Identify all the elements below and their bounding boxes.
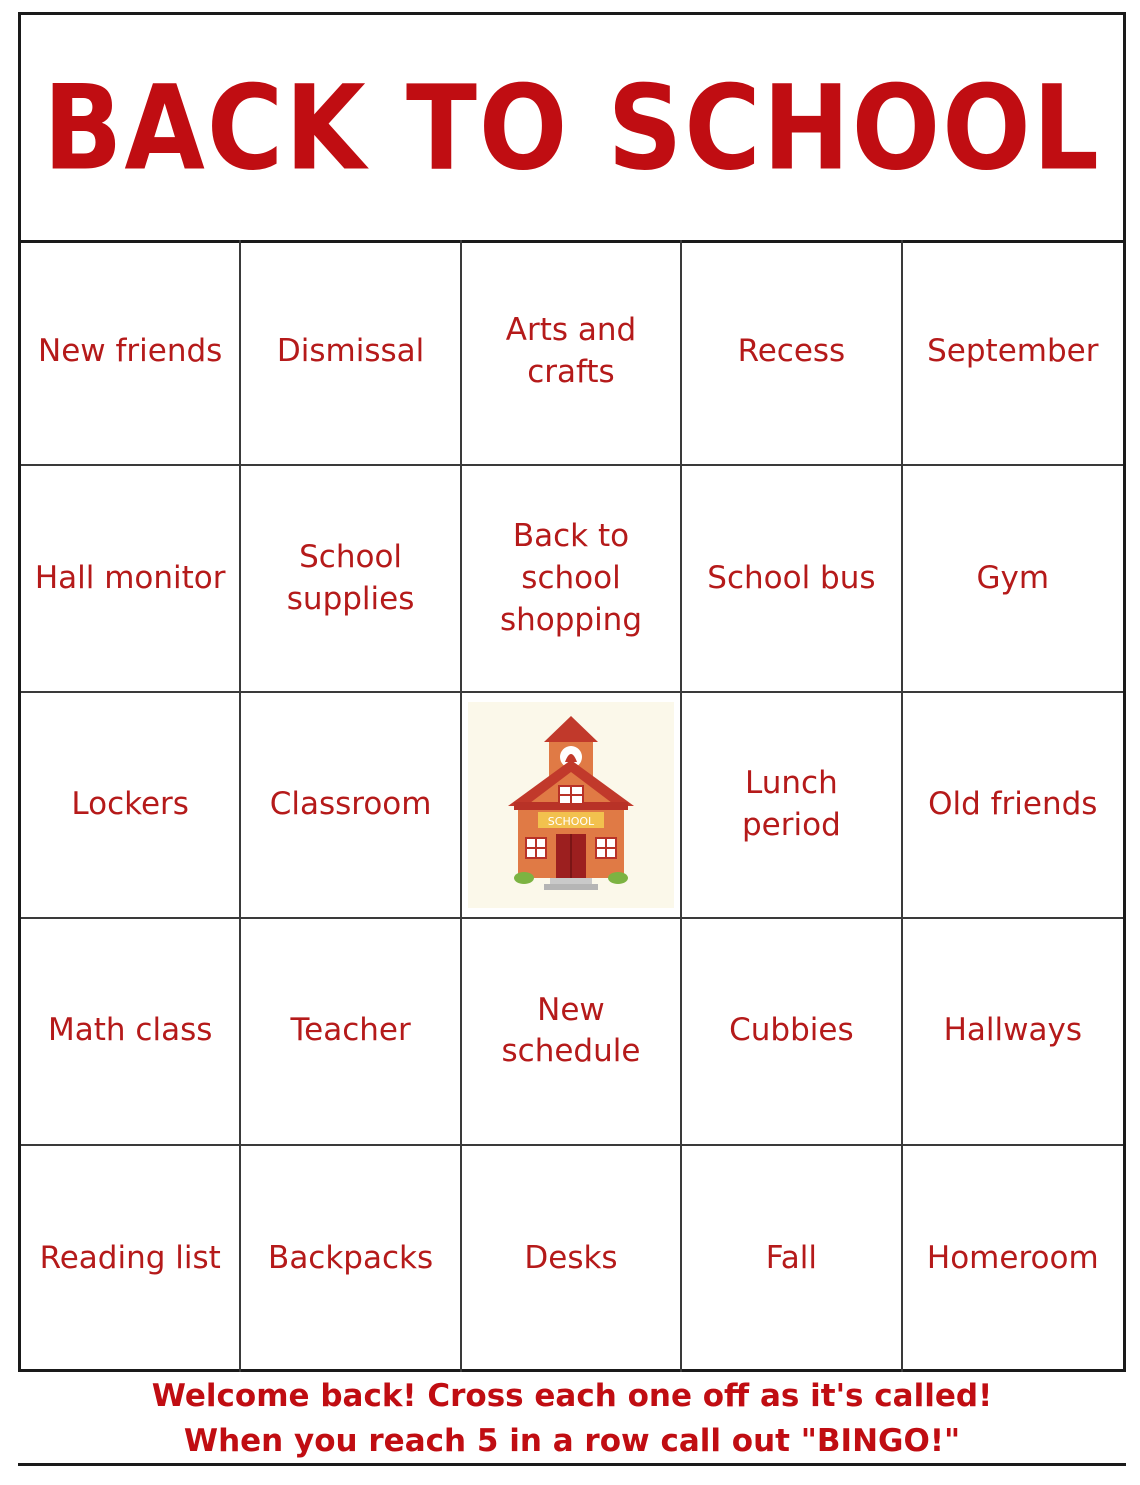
bingo-cell[interactable]	[241, 693, 461, 919]
title-banner	[21, 15, 1123, 243]
bingo-cell[interactable]	[903, 240, 1123, 466]
cell-label: New schedule	[501, 991, 641, 1070]
cell-label: Lunch period	[742, 765, 841, 843]
cell-label: School supplies	[286, 538, 415, 617]
instructions-line-1: Welcome back! Cross each one off as it's called!	[151, 1378, 993, 1414]
bingo-cell[interactable]	[241, 466, 461, 692]
cell-label: School bus	[707, 559, 876, 596]
bingo-cell[interactable]	[462, 466, 682, 692]
bingo-cell[interactable]	[462, 919, 682, 1145]
bingo-grid	[21, 240, 1123, 1372]
bingo-cell[interactable]	[241, 919, 461, 1145]
cell-label: Arts and crafts	[505, 312, 637, 391]
bingo-cell[interactable]	[682, 466, 902, 692]
school-sign-text: SCHOOL	[547, 814, 595, 828]
bingo-cell[interactable]	[903, 466, 1123, 692]
cell-label: Classroom	[269, 786, 432, 823]
cell-label: Hallways	[943, 1012, 1082, 1049]
bingo-cell[interactable]	[21, 466, 241, 692]
bingo-cell[interactable]	[682, 1146, 902, 1372]
bingo-cell[interactable]	[462, 240, 682, 466]
cell-label: Hall monitor	[34, 559, 226, 596]
cell-label: Cubbies	[729, 1012, 854, 1049]
cell-label: Desks	[524, 1239, 618, 1276]
bingo-cell[interactable]	[682, 919, 902, 1145]
cell-label: Teacher	[290, 1012, 411, 1049]
cell-label: September	[927, 333, 1099, 370]
cell-label: Back to school shopping	[499, 517, 643, 638]
instructions	[18, 1374, 1126, 1466]
bingo-cell[interactable]	[903, 693, 1123, 919]
bingo-cell[interactable]	[21, 693, 241, 919]
bingo-cell[interactable]	[903, 919, 1123, 1145]
bingo-cell[interactable]	[241, 240, 461, 466]
schoolhouse-icon	[468, 702, 674, 908]
cell-label: Math class	[48, 1012, 213, 1049]
bingo-cell[interactable]	[462, 1146, 682, 1372]
cell-label: Lockers	[71, 786, 189, 823]
free-space-cell[interactable]	[462, 693, 682, 919]
bingo-cell[interactable]	[682, 240, 902, 466]
cell-label: Recess	[737, 333, 846, 370]
bingo-cell[interactable]	[903, 1146, 1123, 1372]
bingo-cell[interactable]	[21, 1146, 241, 1372]
cell-label: Reading list	[39, 1239, 221, 1276]
cell-label: Old friends	[928, 786, 1098, 823]
bingo-cell[interactable]	[21, 919, 241, 1145]
bingo-cell[interactable]	[682, 693, 902, 919]
cell-label: Homeroom	[926, 1239, 1099, 1276]
instructions-line-2: When you reach 5 in a row call out "BINGO!"	[183, 1423, 961, 1459]
page-title: BACK TO SCHOOL	[43, 59, 1101, 196]
bingo-cell[interactable]	[241, 1146, 461, 1372]
cell-label: Fall	[765, 1239, 817, 1276]
cell-label: New friends	[38, 333, 223, 370]
bingo-card	[18, 12, 1126, 1372]
cell-label: Backpacks	[268, 1239, 434, 1276]
cell-label: Gym	[976, 559, 1050, 596]
cell-label: Dismissal	[276, 333, 425, 370]
bingo-cell[interactable]	[21, 240, 241, 466]
